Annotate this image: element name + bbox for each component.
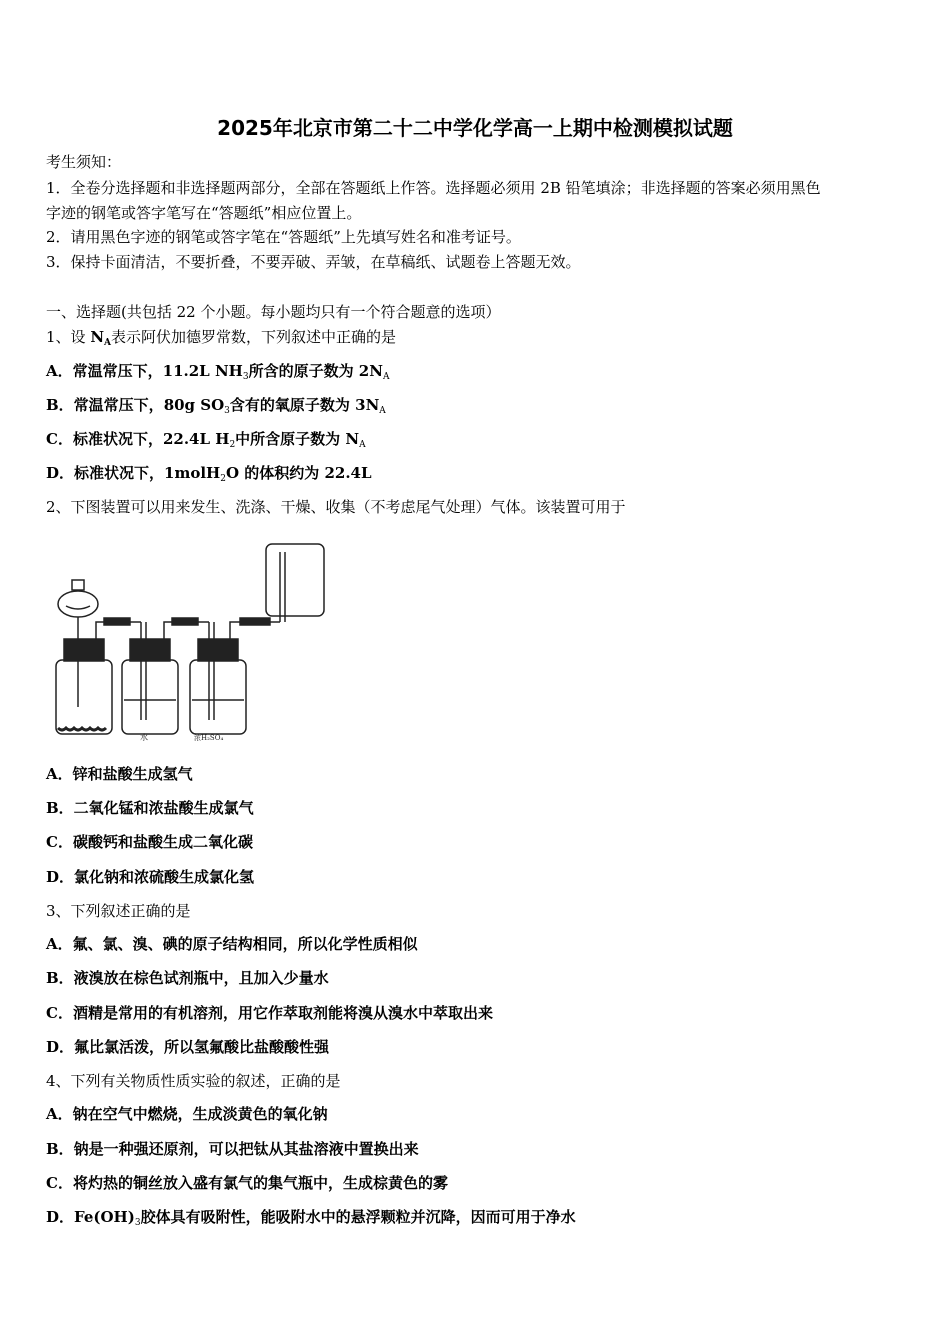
text-line bbox=[46, 203, 361, 223]
subscript: A bbox=[104, 338, 112, 348]
text-segment: 1．全卷分选择题和非选择题两部分，全部在答题纸上作答。选择题必须用 2B 铅笔填涂；非选择题的答案必须用黑色 bbox=[46, 179, 821, 197]
subscript: A bbox=[382, 372, 390, 382]
text-segment: 1、设 bbox=[46, 328, 91, 346]
text-segment: 含有的氧原子数为 bbox=[229, 396, 356, 414]
text-line bbox=[46, 798, 254, 818]
text-line bbox=[46, 227, 521, 247]
text-segment: 胶体具有吸附性，能吸附水中的悬浮颗粒并沉降，因而可用于净水 bbox=[140, 1208, 576, 1226]
text-segment: N bbox=[345, 430, 360, 448]
text-line bbox=[46, 327, 396, 353]
text-segment: A．钠在空气中燃烧，生成淡黄色的氧化钠 bbox=[46, 1105, 328, 1123]
text-line bbox=[46, 361, 389, 387]
text-segment: 22.4L H bbox=[162, 430, 230, 448]
text-segment: C．标准状况下， bbox=[46, 430, 163, 448]
subscript: A bbox=[359, 440, 366, 450]
text-line bbox=[46, 302, 500, 322]
text-segment: 字迹的钢笔或答字笔写在“答题纸”相应位置上。 bbox=[46, 204, 362, 222]
text-segment: 3、下列叙述正确的是 bbox=[46, 902, 191, 920]
text-line bbox=[46, 1003, 493, 1023]
text-segment: C．碳酸钙和盐酸生成二氧化碳 bbox=[46, 833, 253, 851]
subscript: 3 bbox=[242, 372, 249, 382]
text-line bbox=[46, 429, 366, 455]
text-segment: 1molH bbox=[164, 464, 221, 482]
text-line bbox=[46, 901, 191, 921]
text-segment: 3N bbox=[355, 396, 380, 414]
text-segment: B．常温常压下， bbox=[46, 396, 164, 414]
text-segment: D．氯化钠和浓硫酸生成氯化氢 bbox=[46, 868, 255, 886]
text-line bbox=[46, 832, 253, 852]
subscript: 2 bbox=[220, 474, 226, 484]
text-line bbox=[46, 152, 121, 172]
text-segment: 11.2L NH bbox=[162, 362, 243, 380]
label-sulfuric-acid: 浓H₂SO₄ bbox=[194, 734, 224, 742]
text-line bbox=[46, 497, 626, 517]
text-segment: N bbox=[90, 328, 105, 346]
subscript: 3 bbox=[224, 406, 230, 416]
text-line bbox=[46, 1037, 329, 1057]
text-segment: 所含的原子数为 bbox=[248, 362, 359, 380]
text-segment: D． bbox=[46, 1208, 75, 1226]
text-line bbox=[46, 1071, 341, 1091]
text-segment: 中所含原子数为 bbox=[235, 430, 346, 448]
text-segment: 80g SO bbox=[163, 396, 225, 414]
apparatus-diagram bbox=[44, 542, 334, 742]
text-line bbox=[46, 252, 581, 272]
text-segment: 一、选择题(共包括 22 个小题。每小题均只有一个符合题意的选项） bbox=[46, 303, 501, 321]
text-segment: 表示阿伏加德罗常数，下列叙述中正确的是 bbox=[111, 328, 397, 346]
text-line bbox=[46, 934, 418, 954]
text-segment: D．标准状况下， bbox=[46, 464, 165, 482]
text-segment: 2．请用黑色字迹的钢笔或答字笔在“答题纸”上先填写姓名和准考证号。 bbox=[46, 228, 521, 246]
text-line bbox=[46, 463, 372, 489]
text-segment: B．液溴放在棕色试剂瓶中，且加入少量水 bbox=[46, 969, 329, 987]
text-segment: 3．保持卡面清洁，不要折叠，不要弄破、弄皱，在草稿纸、试题卷上答题无效。 bbox=[46, 253, 581, 271]
text-segment: D．氟比氯活泼，所以氢氟酸比盐酸酸性强 bbox=[46, 1038, 330, 1056]
subscript: 3 bbox=[134, 1218, 141, 1228]
text-segment: Fe(OH) bbox=[74, 1208, 135, 1226]
text-line bbox=[46, 178, 821, 198]
text-segment: B．二氧化锰和浓盐酸生成氯气 bbox=[46, 799, 254, 817]
text-line bbox=[46, 1173, 448, 1193]
text-line bbox=[46, 1104, 328, 1124]
text-segment: A．氟、氯、溴、碘的原子结构相同，所以化学性质相似 bbox=[46, 935, 418, 953]
subscript: 2 bbox=[229, 440, 236, 450]
text-line bbox=[46, 395, 386, 421]
text-segment: C．将灼热的铜丝放入盛有氯气的集气瓶中，生成棕黄色的雾 bbox=[46, 1174, 448, 1192]
text-segment: A．常温常压下， bbox=[46, 362, 163, 380]
text-line bbox=[46, 764, 193, 784]
text-segment: A．锌和盐酸生成氢气 bbox=[46, 765, 193, 783]
text-line bbox=[46, 968, 329, 988]
label-water: 水 bbox=[140, 733, 148, 742]
text-segment: 4、下列有关物质性质实验的叙述，正确的是 bbox=[46, 1072, 341, 1090]
text-line bbox=[46, 1207, 576, 1233]
text-line bbox=[46, 1139, 419, 1159]
text-segment: 2、下图装置可以用来发生、洗涤、干燥、收集（不考虑尾气处理）气体。该装置可用于 bbox=[46, 498, 626, 516]
text-segment: 考生须知： bbox=[46, 153, 122, 171]
text-segment: 2N bbox=[358, 362, 383, 380]
subscript: A bbox=[379, 406, 386, 416]
page-title: 2025年北京市第二十二中学化学高一上期中检测模拟试题 bbox=[217, 116, 733, 140]
text-segment: C．酒精是常用的有机溶剂，用它作萃取剂能将溴从溴水中萃取出来 bbox=[46, 1004, 493, 1022]
text-line bbox=[46, 867, 254, 887]
text-segment: B．钠是一种强还原剂，可以把钛从其盐溶液中置换出来 bbox=[46, 1140, 419, 1158]
text-segment: O 的体积约为 22.4L bbox=[225, 464, 372, 482]
